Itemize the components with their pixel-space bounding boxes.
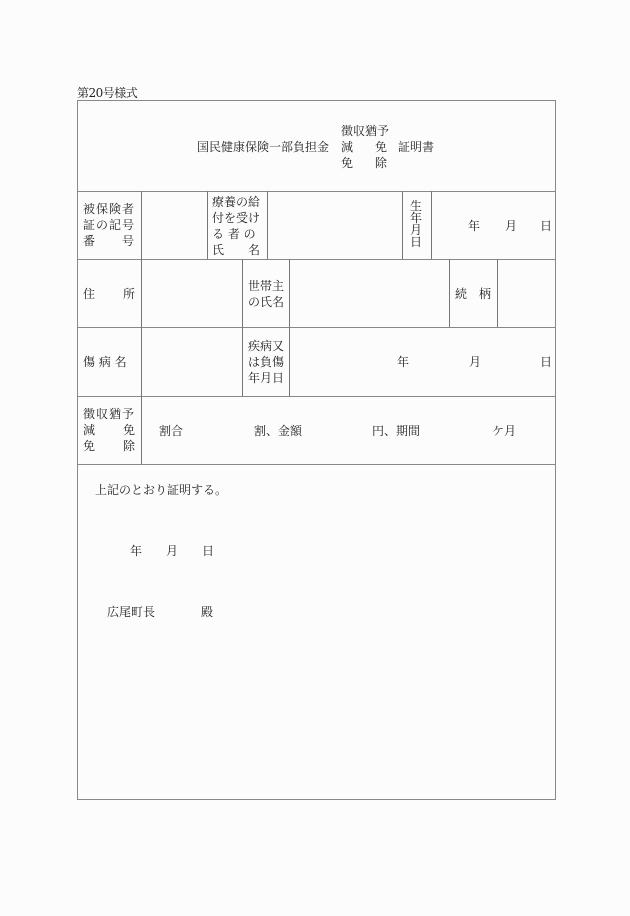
insured-number-field[interactable] xyxy=(143,193,206,257)
birthdate-day[interactable]: 日 xyxy=(540,219,553,233)
recipient-name-label-3: る 者 の xyxy=(212,227,256,241)
title-stack-line1: 徴収猶予 xyxy=(341,124,390,138)
onset-year[interactable]: 年 xyxy=(397,355,410,369)
title-stack-line2-b: 免 xyxy=(375,140,388,154)
title-suffix: 証明書 xyxy=(398,140,435,154)
period-field[interactable] xyxy=(425,420,490,440)
amount-field[interactable] xyxy=(305,420,370,440)
relationship-label: 続 柄 xyxy=(455,287,492,301)
address-field[interactable] xyxy=(143,261,241,325)
birthdate-label-4: 日 xyxy=(410,235,423,249)
divider xyxy=(77,191,556,192)
divider xyxy=(77,464,556,465)
onset-day[interactable]: 日 xyxy=(540,355,553,369)
certification-year[interactable]: 年 xyxy=(130,544,143,558)
honorific: 殿 xyxy=(201,605,214,619)
divider xyxy=(242,259,243,327)
divider xyxy=(207,191,208,259)
birthdate-year[interactable]: 年 xyxy=(468,219,481,233)
birthdate-label-2: 年 xyxy=(410,211,423,225)
householder-label-1: 世帯主 xyxy=(248,279,285,293)
addressee: 広尾町長 xyxy=(107,605,156,619)
divider xyxy=(77,396,556,397)
ratio-field[interactable] xyxy=(185,420,250,440)
divider xyxy=(77,259,556,260)
divider xyxy=(141,396,142,464)
ratio-unit-amount-label: 割、金額 xyxy=(254,424,303,438)
recipient-name-field[interactable] xyxy=(269,193,401,257)
divider xyxy=(141,327,142,396)
disease-name-label: 傷 病 名 xyxy=(83,355,127,369)
address-label-b: 所 xyxy=(123,287,136,301)
relief-type-label-3b: 除 xyxy=(123,439,136,453)
divider xyxy=(289,327,290,396)
divider xyxy=(242,327,243,396)
divider xyxy=(431,191,432,259)
recipient-name-label-1: 療養の給 xyxy=(212,195,261,209)
form-number: 第20号様式 xyxy=(77,86,138,100)
birthdate-label-3: 月 xyxy=(410,223,423,237)
address-label-a: 住 xyxy=(83,287,96,301)
title-prefix: 国民健康保険一部負担金 xyxy=(197,140,330,154)
amount-unit-period-label: 円、期間 xyxy=(372,424,421,438)
relief-type-label-2b: 免 xyxy=(123,423,136,437)
relief-type-label-1: 徴収猶予 xyxy=(83,407,136,421)
divider xyxy=(141,191,142,259)
householder-label-2: の氏名 xyxy=(248,295,285,309)
birthdate-month[interactable]: 月 xyxy=(505,219,518,233)
title-stack-line3-b: 除 xyxy=(375,156,388,170)
relief-type-label-2a: 減 xyxy=(83,423,96,437)
insured-number-label-2: 証の記号 xyxy=(83,218,136,232)
relief-type-label-3a: 免 xyxy=(83,439,96,453)
insured-number-label-3: 番 号 xyxy=(83,234,136,248)
householder-name-field[interactable] xyxy=(291,261,448,325)
onset-date-label-1: 疾病又 xyxy=(248,339,285,353)
onset-month[interactable]: 月 xyxy=(469,355,482,369)
certification-month[interactable]: 月 xyxy=(166,544,179,558)
divider xyxy=(141,259,142,327)
recipient-name-label-2: 付を受け xyxy=(212,211,261,225)
divider xyxy=(449,259,450,327)
insured-number-label-1: 被保険者 xyxy=(83,202,136,216)
divider xyxy=(402,191,403,259)
disease-name-field[interactable] xyxy=(143,329,241,394)
onset-date-label-2: は負傷 xyxy=(248,355,285,369)
title-stack-line2-a: 減 xyxy=(341,140,354,154)
divider xyxy=(289,259,290,327)
divider xyxy=(497,259,498,327)
relationship-field[interactable] xyxy=(499,261,554,325)
birthdate-label-1: 生 xyxy=(410,199,423,213)
title-stack-line3-a: 免 xyxy=(341,156,354,170)
onset-date-label-3: 年月日 xyxy=(248,371,285,385)
recipient-name-label-4: 氏 名 xyxy=(212,243,261,257)
certification-statement: 上記のとおり証明する。 xyxy=(95,483,228,497)
ratio-label: 割合 xyxy=(159,424,184,438)
period-unit: ケ月 xyxy=(492,424,517,438)
certification-day[interactable]: 日 xyxy=(202,544,215,558)
divider xyxy=(267,191,268,259)
divider xyxy=(77,327,556,328)
